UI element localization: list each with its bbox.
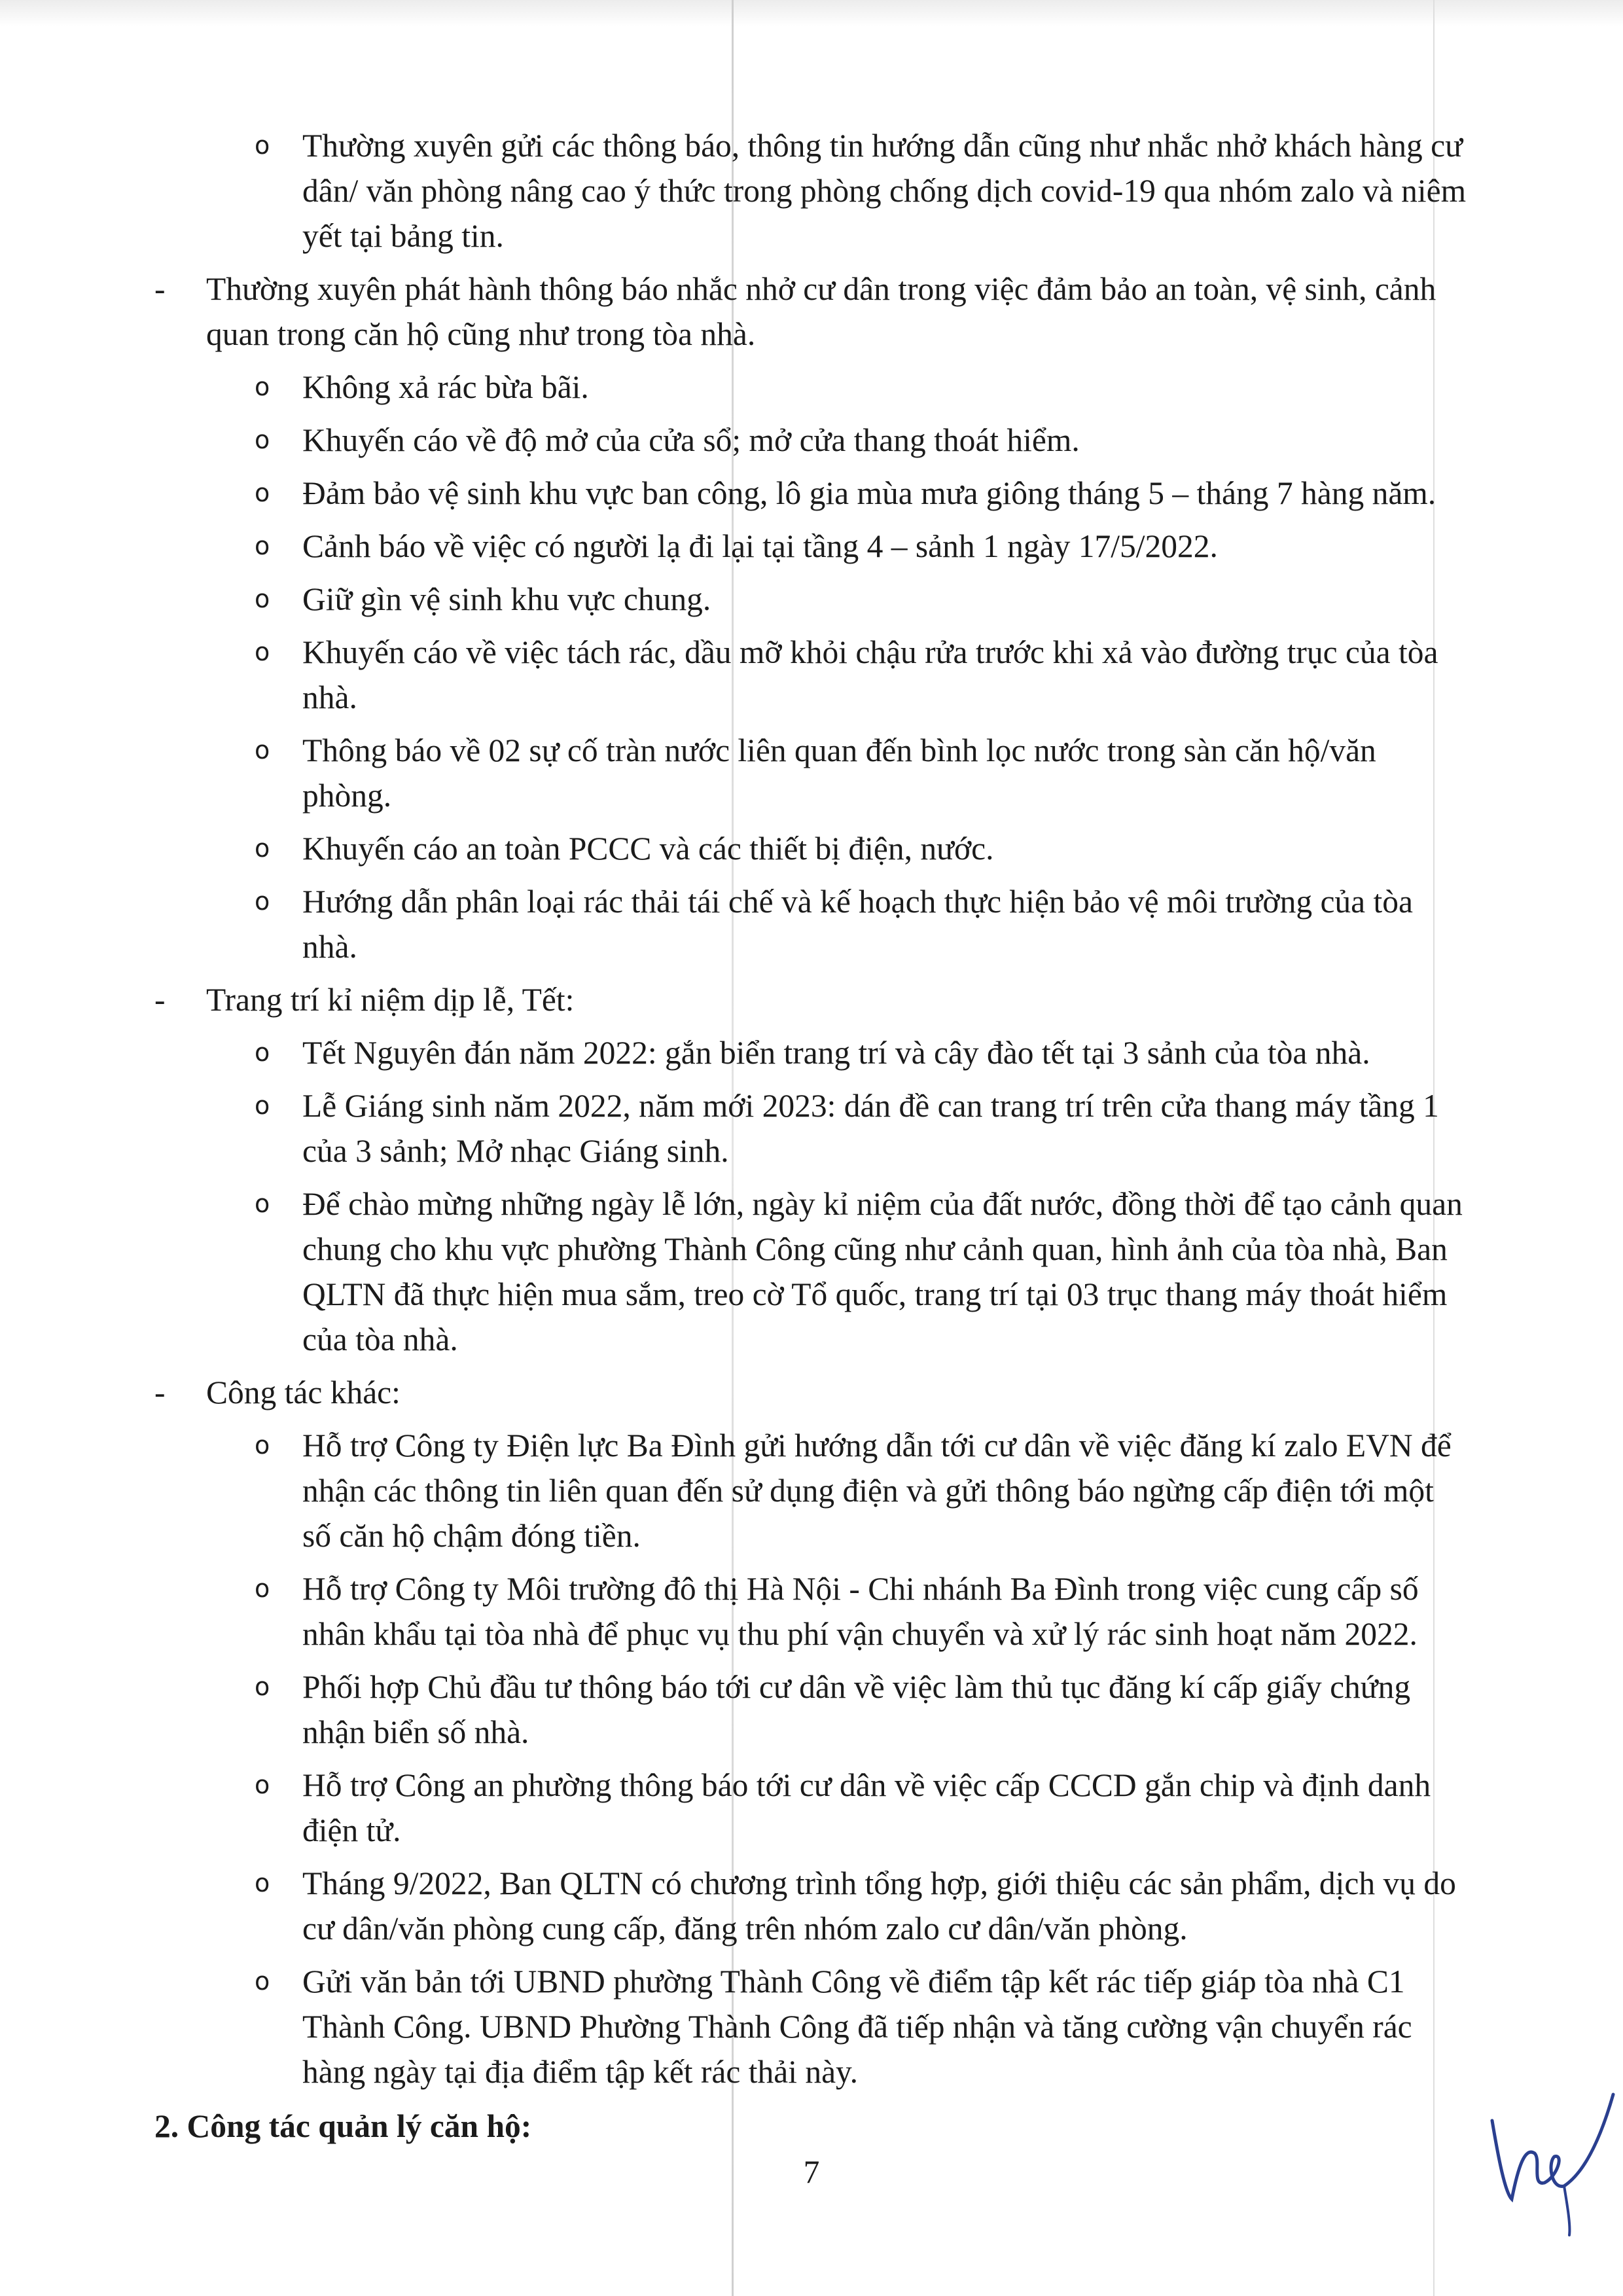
- list-item: [0, 577, 1469, 622]
- circle-bullet-icon: o: [255, 478, 270, 507]
- list-item: [0, 1959, 1469, 2094]
- circle-bullet-icon: o: [255, 425, 270, 454]
- list-item: [0, 1370, 1469, 1415]
- circle-bullet-icon: o: [255, 1431, 270, 1460]
- list-item-text: Đảm bảo vệ sinh khu vực ban công, lô gia mùa mưa giông tháng 5 – tháng 7 hàng năm.: [302, 475, 1436, 511]
- list-item: [0, 826, 1469, 871]
- circle-bullet-icon: o: [255, 1038, 270, 1067]
- list-item-text: Hỗ trợ Công an phường thông báo tới cư dân về việc cấp CCCD gắn chip và định danh điện tử.: [302, 1767, 1431, 1848]
- circle-bullet-icon: o: [255, 1091, 270, 1120]
- list-item: [0, 1181, 1469, 1362]
- list-item: [0, 1030, 1469, 1075]
- list-item-text: Cảnh báo về việc có người lạ đi lại tại tầng 4 – sảnh 1 ngày 17/5/2022.: [302, 528, 1218, 564]
- list-item: [0, 365, 1469, 410]
- list-item-text: Tháng 9/2022, Ban QLTN có chương trình tổng hợp, giới thiệu các sản phẩm, dịch vụ do cư dân/văn phòng cung cấp, đăng trên nhóm zalo cư dân/văn phòng.: [302, 1865, 1456, 1946]
- list-item-text: Thường xuyên gửi các thông báo, thông tin hướng dẫn cũng như nhắc nhở khách hàng cư dân/ văn phòng nâng cao ý thức trong phòng chống dịch covid-19 qua nhóm zalo và niêm yết tại bảng tin.: [302, 128, 1467, 254]
- list-item-text: Phối hợp Chủ đầu tư thông báo tới cư dân về việc làm thủ tục đăng kí cấp giấy chứng nhận biển số nhà.: [302, 1669, 1411, 1750]
- list-item: [0, 879, 1469, 969]
- list-item-text: Hỗ trợ Công ty Điện lực Ba Đình gửi hướng dẫn tới cư dân về việc đăng kí zalo EVN để nhận các thông tin liên quan đến sử dụng điện và gửi thông báo ngừng cấp điện tới một số căn hộ chậm đóng tiền.: [302, 1427, 1452, 1554]
- dash-bullet-icon: -: [154, 271, 166, 307]
- section-heading: 2. Công tác quản lý căn hộ:: [154, 2108, 532, 2144]
- list-item-text: Thông báo về 02 sự cố tràn nước liên quan đến bình lọc nước trong sàn căn hộ/văn phòng.: [302, 732, 1376, 814]
- list-item: [0, 471, 1469, 516]
- list-item: [0, 1566, 1469, 1657]
- list-item: [0, 524, 1469, 569]
- scan-top-shadow: [0, 0, 1623, 26]
- list-item: [0, 977, 1469, 1022]
- list-item-text: Tết Nguyên đán năm 2022: gắn biển trang trí và cây đào tết tại 3 sảnh của tòa nhà.: [302, 1035, 1370, 1071]
- initials-signature: [1486, 2068, 1616, 2238]
- list-item: [0, 266, 1469, 357]
- circle-bullet-icon: o: [255, 584, 270, 613]
- list-item-text: Thường xuyên phát hành thông báo nhắc nhở cư dân trong việc đảm bảo an toàn, vệ sinh, cảnh quan trong căn hộ cũng như trong tòa nhà.: [206, 271, 1436, 352]
- circle-bullet-icon: o: [255, 637, 270, 666]
- list-item-text: Lễ Giáng sinh năm 2022, năm mới 2023: dán đề can trang trí trên cửa thang máy tầng 1 của 3 sảnh; Mở nhạc Giáng sinh.: [302, 1088, 1439, 1169]
- list-item: [0, 123, 1469, 259]
- circle-bullet-icon: o: [255, 1869, 270, 1897]
- list-item: [0, 630, 1469, 720]
- circle-bullet-icon: o: [255, 131, 270, 160]
- page-number: 7: [803, 2154, 820, 2190]
- dash-bullet-icon: -: [154, 982, 166, 1018]
- document-body: [0, 123, 1623, 2149]
- circle-bullet-icon: o: [255, 887, 270, 916]
- list-item-text: Trang trí kỉ niệm dịp lễ, Tết:: [206, 982, 575, 1018]
- list-item-text: Gửi văn bản tới UBND phường Thành Công về điểm tập kết rác tiếp giáp tòa nhà C1 Thành Công. UBND Phường Thành Công đã tiếp nhận và tăng cường vận chuyển rác hàng ngày tại địa điểm tập kết rác thải này.: [302, 1964, 1412, 2090]
- list-item-text: Khuyến cáo về độ mở của cửa sổ; mở cửa thang thoát hiểm.: [302, 422, 1080, 458]
- list-item-text: Công tác khác:: [206, 1374, 401, 1410]
- list-item: [0, 1083, 1469, 1174]
- circle-bullet-icon: o: [255, 372, 270, 401]
- circle-bullet-icon: o: [255, 834, 270, 863]
- circle-bullet-icon: o: [255, 1189, 270, 1218]
- list-item-text: Hỗ trợ Công ty Môi trường đô thị Hà Nội - Chi nhánh Ba Đình trong việc cung cấp số nhân khẩu tại tòa nhà để phục vụ thu phí vận chuyển và xử lý rác sinh hoạt năm 2022.: [302, 1571, 1419, 1652]
- list-item: [0, 1423, 1469, 1558]
- list-item-text: Khuyến cáo an toàn PCCC và các thiết bị điện, nước.: [302, 831, 994, 867]
- list-item-text: Khuyến cáo về việc tách rác, dầu mỡ khỏi chậu rửa trước khi xả vào đường trục của tòa nhà.: [302, 634, 1438, 715]
- circle-bullet-icon: o: [255, 1770, 270, 1799]
- list-item-text: Hướng dẫn phân loại rác thải tái chế và kế hoạch thực hiện bảo vệ môi trường của tòa nhà.: [302, 884, 1413, 965]
- list-item: [0, 418, 1469, 463]
- circle-bullet-icon: o: [255, 531, 270, 560]
- list-item-text: Để chào mừng những ngày lễ lớn, ngày kỉ niệm của đất nước, đồng thời để tạo cảnh quan chung cho khu vực phường Thành Công cũng như cảnh quan, hình ảnh của tòa nhà, Ban QLTN đã thực hiện mua sắm, treo cờ Tổ quốc, trang trí tại 03 trục thang máy thoát hiểm của tòa nhà.: [302, 1186, 1463, 1357]
- list-item: [0, 1861, 1469, 1951]
- list-item-text: Không xả rác bừa bãi.: [302, 369, 589, 405]
- list-item-text: Giữ gìn vệ sinh khu vực chung.: [302, 581, 711, 617]
- circle-bullet-icon: o: [255, 1967, 270, 1996]
- list-item: [0, 1763, 1469, 1853]
- dash-bullet-icon: -: [154, 1374, 166, 1410]
- circle-bullet-icon: o: [255, 736, 270, 764]
- circle-bullet-icon: o: [255, 1672, 270, 1701]
- circle-bullet-icon: o: [255, 1574, 270, 1603]
- list-item: [0, 728, 1469, 818]
- list-item: [0, 1664, 1469, 1755]
